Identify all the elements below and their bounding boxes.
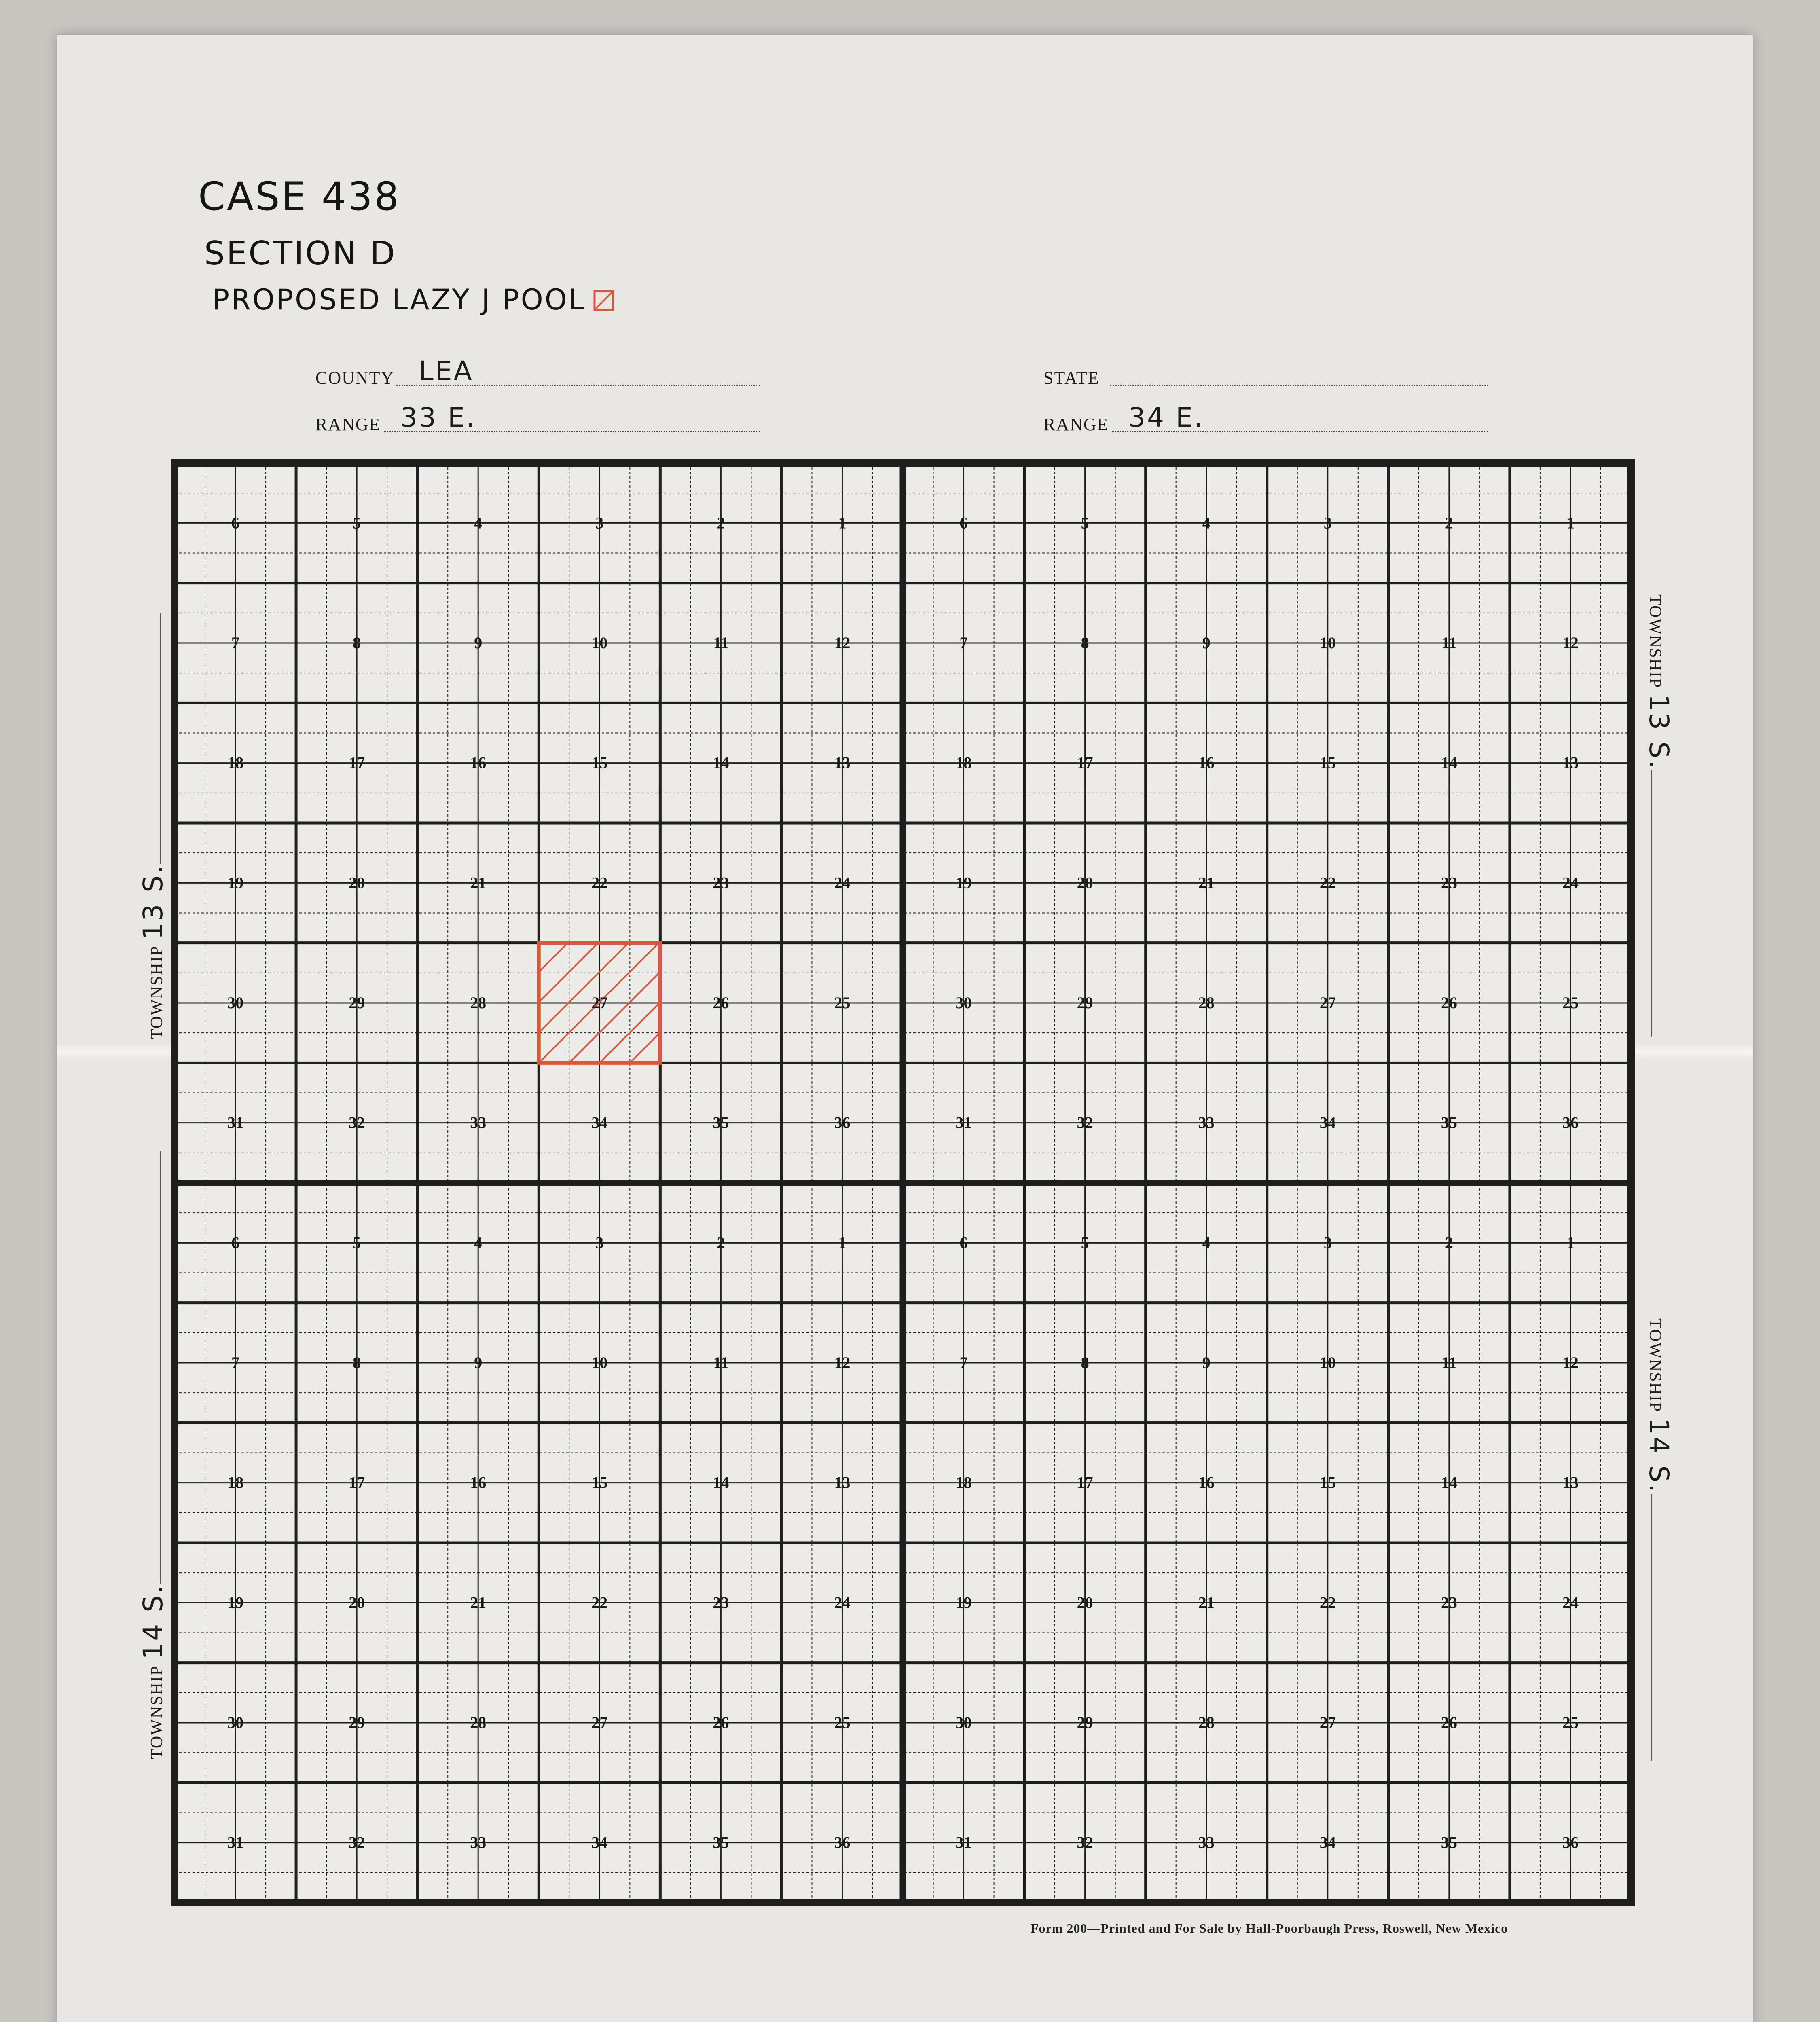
- section-number: 8: [1081, 1354, 1089, 1372]
- township-rule: [1651, 770, 1652, 1037]
- township-word: TOWNSHIP: [148, 1665, 166, 1759]
- section-number: 19: [955, 874, 972, 892]
- section-number: 18: [955, 753, 972, 772]
- section-number: 21: [470, 1593, 487, 1612]
- form-printer-note: Form 200—Printed and For Sale by Hall-Poorbaugh Press, Roswell, New Mexico: [1031, 1921, 1508, 1935]
- section-number: 26: [713, 994, 729, 1012]
- section-number: 6: [959, 1233, 968, 1252]
- section-number: 14: [1441, 753, 1457, 772]
- section-number: 3: [1323, 1233, 1332, 1252]
- section-number: 14: [713, 753, 729, 772]
- section-number: 13: [1562, 753, 1579, 772]
- section-number: 17: [349, 753, 365, 772]
- section-number: 33: [470, 1833, 487, 1852]
- section-number: 10: [591, 634, 608, 652]
- section-number: 35: [1441, 1833, 1457, 1852]
- section-number: 3: [1323, 514, 1332, 532]
- township-label-left-lower: [138, 1151, 169, 1759]
- section-number: 33: [1198, 1833, 1215, 1852]
- section-number: 35: [713, 1113, 729, 1132]
- section-number: 19: [955, 1593, 972, 1612]
- section-number: 31: [955, 1833, 972, 1852]
- section-number: 23: [1441, 874, 1457, 892]
- section-number: 20: [1077, 874, 1093, 892]
- section-number: 34: [591, 1113, 608, 1132]
- section-number: 29: [1077, 994, 1093, 1012]
- section-number: 25: [1562, 994, 1579, 1012]
- section-number: 11: [1441, 634, 1457, 652]
- section-number: 30: [955, 994, 972, 1012]
- section-number: 7: [231, 1354, 240, 1372]
- section-number: 4: [1202, 1233, 1211, 1252]
- township-rule: [1651, 1494, 1652, 1761]
- section-number: 14: [1441, 1473, 1457, 1492]
- section-number: 23: [713, 874, 729, 892]
- section-number: 28: [1198, 1713, 1215, 1732]
- section-number: 9: [1202, 1354, 1211, 1372]
- section-number: 17: [1077, 1473, 1093, 1492]
- section-number: 2: [717, 514, 725, 532]
- section-number: 11: [713, 1354, 729, 1372]
- section-number: 21: [1198, 874, 1215, 892]
- section-number: 5: [353, 514, 361, 532]
- township-word: TOWNSHIP: [1646, 594, 1664, 689]
- section-number: 30: [227, 994, 244, 1012]
- township-value: 14 S.: [138, 1583, 169, 1660]
- section-number: 36: [834, 1833, 851, 1852]
- township-rule: [160, 613, 161, 864]
- section-number: 33: [1198, 1113, 1215, 1132]
- section-number: 13: [1562, 1473, 1579, 1492]
- section-number: 30: [955, 1713, 972, 1732]
- section-number: 30: [227, 1713, 244, 1732]
- section-number: 6: [231, 514, 240, 532]
- section-number: 10: [1319, 1354, 1336, 1372]
- township-value: 13 S.: [1643, 694, 1674, 770]
- section-number: 5: [1081, 1233, 1089, 1252]
- county-value: LEA: [419, 355, 474, 387]
- range-left-value: 33 E.: [400, 402, 476, 433]
- section-number: 12: [834, 634, 851, 652]
- section-number: 22: [1319, 1593, 1336, 1612]
- section-number: 1: [838, 1233, 847, 1252]
- section-number: 16: [1198, 753, 1215, 772]
- section-number: 25: [834, 994, 851, 1012]
- section-number: 26: [1441, 1713, 1457, 1732]
- section-number: 15: [591, 1473, 608, 1492]
- section-number: 7: [959, 1354, 968, 1372]
- section-number: 27: [591, 994, 608, 1012]
- section-number: 8: [353, 634, 361, 652]
- section-number: 32: [1077, 1833, 1093, 1852]
- case-title: CASE 438: [198, 174, 401, 219]
- section-number: 25: [1562, 1713, 1579, 1732]
- section-number: 18: [227, 1473, 244, 1492]
- section-number: 12: [1562, 1354, 1579, 1372]
- section-number: 36: [1562, 1833, 1579, 1852]
- section-number: 28: [1198, 994, 1215, 1012]
- section-number: 27: [1319, 1713, 1336, 1732]
- section-number: 7: [231, 634, 240, 652]
- section-number: 9: [474, 634, 483, 652]
- section-number: 32: [349, 1113, 365, 1132]
- section-number: 20: [349, 1593, 365, 1612]
- section-number: 20: [349, 874, 365, 892]
- section-number: 11: [713, 634, 729, 652]
- section-number: 3: [595, 1233, 604, 1252]
- section-number: 28: [470, 1713, 487, 1732]
- section-number: 13: [834, 1473, 851, 1492]
- township-word: TOWNSHIP: [1646, 1318, 1664, 1413]
- section-number: 24: [834, 1593, 851, 1612]
- section-number: 15: [591, 753, 608, 772]
- section-number: 32: [1077, 1113, 1093, 1132]
- section-number: 24: [1562, 874, 1579, 892]
- section-number: 31: [955, 1113, 972, 1132]
- section-number: 27: [591, 1713, 608, 1732]
- section-number: 10: [591, 1354, 608, 1372]
- section-number: 20: [1077, 1593, 1093, 1612]
- section-number: 26: [713, 1713, 729, 1732]
- section-number: 16: [470, 1473, 487, 1492]
- section-number: 34: [1319, 1833, 1336, 1852]
- section-number: 29: [1077, 1713, 1093, 1732]
- section-number: 21: [1198, 1593, 1215, 1612]
- section-number: 16: [470, 753, 487, 772]
- section-number: 2: [1445, 514, 1453, 532]
- section-number: 12: [1562, 634, 1579, 652]
- township-value: 13 S.: [138, 863, 169, 940]
- section-number: 31: [227, 1833, 244, 1852]
- section-number: 1: [1566, 514, 1575, 532]
- section-number: 36: [834, 1113, 851, 1132]
- section-number: 9: [1202, 634, 1211, 652]
- section-number: 22: [591, 1593, 608, 1612]
- section-number: 27: [1319, 994, 1336, 1012]
- section-number: 22: [591, 874, 608, 892]
- section-number: 29: [349, 994, 365, 1012]
- range-right-value: 34 E.: [1128, 402, 1204, 433]
- section-number: 15: [1319, 753, 1336, 772]
- section-number: 14: [713, 1473, 729, 1492]
- section-number: 31: [227, 1113, 244, 1132]
- section-number: 36: [1562, 1113, 1579, 1132]
- section-number: 22: [1319, 874, 1336, 892]
- section-number: 17: [1077, 753, 1093, 772]
- range-right-label: RANGE: [1043, 415, 1109, 434]
- section-number: 12: [834, 1354, 851, 1372]
- section-number: 19: [227, 1593, 244, 1612]
- section-number: 3: [595, 514, 604, 532]
- township-value: 14 S.: [1643, 1418, 1674, 1494]
- section-number: 18: [227, 753, 244, 772]
- section-number: 4: [474, 1233, 483, 1252]
- county-label: COUNTY: [315, 368, 395, 388]
- township-rule: [160, 1151, 161, 1584]
- range-left-label: RANGE: [315, 415, 381, 434]
- section-number: 35: [713, 1833, 729, 1852]
- section-number: 34: [591, 1833, 608, 1852]
- pool-label: PROPOSED LAZY J POOL: [212, 283, 586, 316]
- section-number: 16: [1198, 1473, 1215, 1492]
- state-label: STATE: [1043, 368, 1100, 388]
- section-number: 34: [1319, 1113, 1336, 1132]
- township-label-right-lower: [1643, 1318, 1674, 1761]
- township-label-left-upper: [138, 613, 169, 1039]
- section-number: 21: [470, 874, 487, 892]
- section-number: 1: [838, 514, 847, 532]
- section-number: 19: [227, 874, 244, 892]
- section-number: 4: [474, 514, 483, 532]
- section-number: 2: [717, 1233, 725, 1252]
- section-number: 13: [834, 753, 851, 772]
- section-number: 28: [470, 994, 487, 1012]
- section-number: 35: [1441, 1113, 1457, 1132]
- section-number: 32: [349, 1833, 365, 1852]
- section-number: 18: [955, 1473, 972, 1492]
- section-number: 23: [1441, 1593, 1457, 1612]
- section-number: 4: [1202, 514, 1211, 532]
- section-number: 6: [231, 1233, 240, 1252]
- section-number: 5: [353, 1233, 361, 1252]
- section-number: 15: [1319, 1473, 1336, 1492]
- section-number: 9: [474, 1354, 483, 1372]
- section-number: 17: [349, 1473, 365, 1492]
- section-number: 11: [1441, 1354, 1457, 1372]
- section-number: 8: [1081, 634, 1089, 652]
- section-number: 24: [1562, 1593, 1579, 1612]
- section-number: 24: [834, 874, 851, 892]
- section-number: 33: [470, 1113, 487, 1132]
- section-number: 29: [349, 1713, 365, 1732]
- section-number: 26: [1441, 994, 1457, 1012]
- section-number: 2: [1445, 1233, 1453, 1252]
- section-label: SECTION D: [204, 235, 397, 272]
- section-number: 8: [353, 1354, 361, 1372]
- section-number: 25: [834, 1713, 851, 1732]
- section-number: 7: [959, 634, 968, 652]
- township-label-right-upper: [1643, 594, 1674, 1037]
- section-number: 6: [959, 514, 968, 532]
- section-number: 10: [1319, 634, 1336, 652]
- section-number: 23: [713, 1593, 729, 1612]
- township-word: TOWNSHIP: [148, 945, 166, 1039]
- section-number: 5: [1081, 514, 1089, 532]
- section-number: 1: [1566, 1233, 1575, 1252]
